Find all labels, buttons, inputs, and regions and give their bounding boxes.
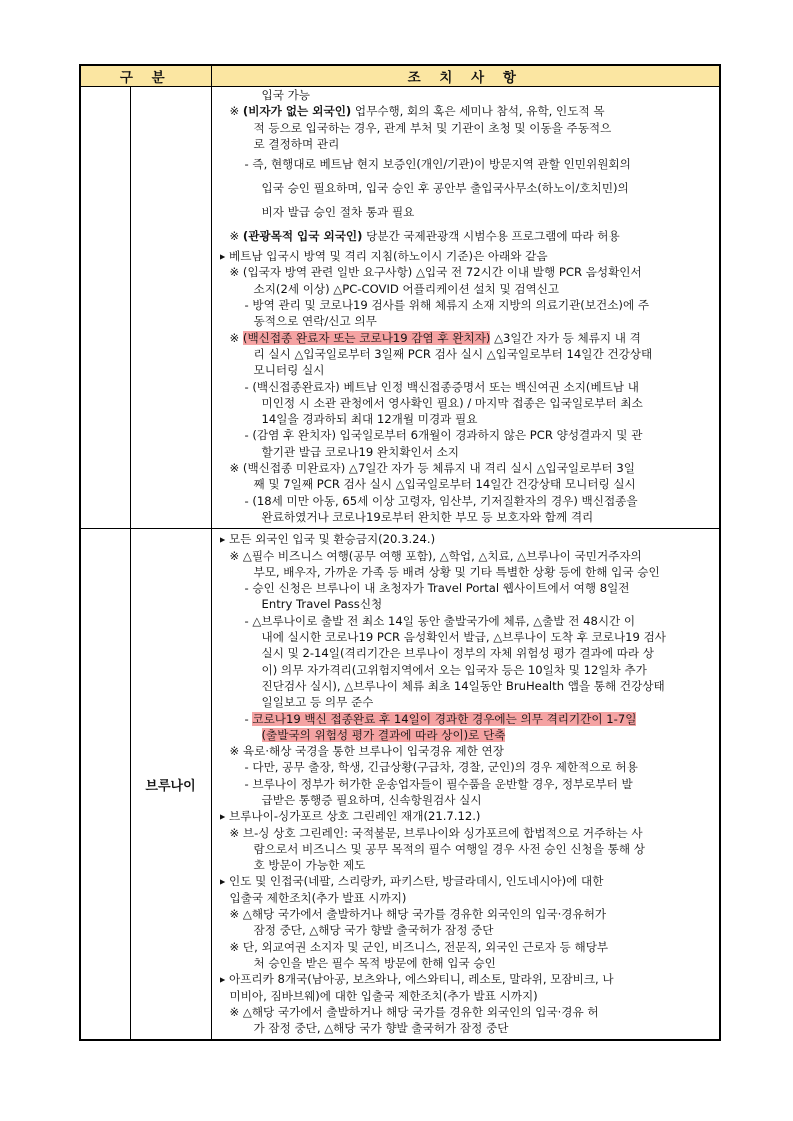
text-line: 할기관 발급 코로나19 완치확인서 소지 bbox=[261, 444, 460, 459]
text-line: ※ (백신접종 미완료자) △7일간 자가 등 체류지 내 격리 실시 △입국일로부터 3일 bbox=[229, 461, 635, 476]
highlighted-text: 코로나19 백신 접종완료 후 14일이 경과한 경우에는 의무 격리기간이 1-7일 bbox=[252, 711, 637, 726]
text-line: 소지(2세 이상) △PC-COVID 어플리케이션 설치 및 검역신고 bbox=[253, 281, 560, 296]
highlighted-text: (출발국의 위험성 평가 결과에 따라 상이)로 단축 bbox=[261, 727, 506, 742]
text-line: 내에 실시한 코로나19 PCR 음성확인서 발급, △브루나이 도착 후 코로나19 검사 bbox=[261, 630, 667, 645]
text-line: 적 등으로 입국하는 경우, 관계 부처 및 기관이 초청 및 이동을 주동적으 bbox=[253, 120, 612, 135]
text-fragment: ※ bbox=[229, 330, 243, 345]
text-line: ▸ 베트남 입국시 방역 및 격리 지침(하노이시 기준)은 아래와 같음 bbox=[219, 249, 548, 264]
text-line: - 브루나이 정부가 허가한 운송업자들이 필수품을 운반할 경우, 정부로부터 발 bbox=[244, 776, 633, 791]
text-line: 호 방문이 가능한 제도 bbox=[253, 858, 366, 873]
text-line: 진단검사 실시), △브루나이 체류 최초 14일동안 BruHealth 앱을 통해 건강상태 bbox=[261, 678, 665, 693]
text-line: ※ △필수 비즈니스 여행(공무 여행 포함), △학업, △치료, △브루나이 국민거주자의 bbox=[229, 548, 642, 563]
measures-table bbox=[79, 64, 721, 1041]
text-line: - (감염 후 완치자) 입국일로부터 6개월이 경과하지 않은 PCR 양성결과지 및 관 bbox=[244, 428, 643, 443]
text-line: - 즉, 현행대로 베트남 현지 보증인(개인/기관)이 방문지역 관할 인민위원회의 bbox=[244, 157, 631, 172]
text-line bbox=[220, 727, 714, 743]
table-header-row bbox=[80, 65, 720, 87]
text-line: - 다만, 공무 출장, 학생, 긴급상황(구급차, 경찰, 군인)의 경우 제한적으로 허용 bbox=[244, 760, 638, 775]
text-line bbox=[220, 711, 714, 727]
header-category: 구 분 bbox=[80, 65, 211, 87]
text-line: - (18세 미만 아동, 65세 이상 고령자, 임산부, 기저질환자의 경우) 백신접종을 bbox=[244, 493, 638, 508]
text-line: - 방역 관리 및 코로나19 검사를 위해 체류지 소재 지방의 의료기관(보건소)에 주 bbox=[244, 298, 650, 313]
text-line: ※ (비자가 없는 외국인) 업무수행, 회의 혹은 세미나 참석, 유학, 인도적 목 bbox=[229, 104, 605, 119]
text-line: 동적으로 연락/신고 의무 bbox=[253, 314, 377, 329]
text-line: 로 결정하며 관리 bbox=[253, 136, 340, 151]
text-line: 비자 발급 승인 절차 통과 필요 bbox=[261, 205, 415, 220]
text-line: 입국 승인 필요하며, 입국 승인 후 공안부 출입국사무소(하노이/호치민)의 bbox=[261, 181, 629, 196]
country-label-brunei: 브루나이 bbox=[130, 529, 211, 1041]
text-line: ※ (입국자 방역 관련 일반 요구사항) △입국 전 72시간 이내 발행 PCR 음성확인서 bbox=[229, 265, 642, 280]
text-line: - (백신접종완료자) 베트남 인정 백신접종증명서 또는 백신여권 소지(베트남 내 bbox=[244, 379, 639, 394]
text-line: ※ 육로·해상 국경을 통한 브루나이 입국경유 제한 연장 bbox=[229, 744, 504, 759]
text-line: Entry Travel Pass신청 bbox=[261, 597, 383, 612]
text-line: 급받은 통행증 필요하며, 신속항원검사 실시 bbox=[261, 792, 482, 807]
text-line: - 승인 신청은 브루나이 내 초청자가 Travel Portal 웹사이트에서 여행 8일전 bbox=[244, 581, 630, 596]
text-line: 입출국 제한조치(추가 발표 시까지) bbox=[229, 890, 407, 905]
text-line: ※ (관광목적 입국 외국인) 당분간 국제관광객 시범수용 프로그램에 따라 허용 bbox=[229, 229, 620, 244]
text-line: 처 승인을 받은 필수 목적 방문에 한해 입국 승인 bbox=[253, 955, 496, 970]
text-line: 모니터링 실시 bbox=[253, 363, 325, 378]
bold-label: (비자가 없는 외국인) bbox=[242, 104, 352, 119]
text-line: 잠정 중단, △해당 국가 향발 출국허가 잠정 중단 bbox=[253, 923, 494, 938]
empty-cell bbox=[80, 87, 130, 529]
text-line: ▸ 브루나이-싱가포르 상호 그린레인 재개(21.7.12.) bbox=[219, 809, 481, 824]
text-line: 완료하였거나 코로나19로부터 완치한 부모 등 보호자와 함께 격리 bbox=[261, 509, 594, 524]
text-line: ▸ 인도 및 인접국(네팔, 스리랑카, 파키스탄, 방글라데시, 인도네시아)에 대한 bbox=[219, 874, 604, 889]
text-line bbox=[220, 330, 714, 346]
bold-label: (관광목적 입국 외국인) bbox=[242, 229, 363, 244]
vietnam-measures-cell bbox=[211, 87, 720, 529]
text-line: 람으로서 비즈니스 및 공무 목적의 필수 여행일 경우 사전 승인 신청을 통해 상 bbox=[253, 841, 645, 856]
table-row-brunei bbox=[80, 529, 720, 1041]
text-line: 가 잠정 중단, △해당 국가 향발 출국허가 잠정 중단 bbox=[253, 1021, 509, 1036]
table-row-vietnam bbox=[80, 87, 720, 529]
text-line: ※ △해당 국가에서 출발하거나 해당 국가를 경유한 외국인의 입국·경유 허 bbox=[229, 1004, 599, 1019]
text-line: ▸ 아프리카 8개국(남아공, 보츠와나, 에스와티니, 레소토, 말라위, 모잠비크, 나 bbox=[219, 972, 614, 987]
text-line: ▸ 모든 외국인 입국 및 환승금지(20.3.24.) bbox=[219, 532, 436, 547]
text-line: 미인정 시 소관 관청에서 영사확인 필요) / 마지막 접종은 입국일로부터 최소 bbox=[261, 395, 643, 410]
text-line: 입국 가능 bbox=[261, 88, 310, 102]
header-measures: 조 치 사 항 bbox=[211, 65, 720, 87]
text-line: ※ 브-싱 상호 그린레인: 국적불문, 브루나이와 싱가포르에 합법적으로 거주하는 사 bbox=[229, 825, 643, 840]
empty-country-cell bbox=[130, 87, 211, 529]
text-line: 리 실시 △입국일로부터 3일째 PCR 검사 실시 △입국일로부터 14일간 건강상태 bbox=[253, 346, 653, 361]
text-line: 째 및 7일째 PCR 검사 실시 △입국일로부터 14일간 건강상태 모니터링 실시 bbox=[253, 477, 636, 492]
text-line: 부모, 배우자, 가까운 가족 등 배려 상황 및 기타 특별한 상황 등에 한해 입국 승인 bbox=[253, 564, 660, 579]
text-line: 이) 의무 자가격리(고위험지역에서 오는 입국자 등은 10일차 및 12일차 추가 bbox=[261, 662, 647, 677]
text-line: 실시 및 2-14일(격리기간은 브루나이 정부의 자체 위험성 평가 결과에 따라 상 bbox=[261, 646, 654, 661]
text-line: 14일을 경과하되 최대 12개월 미경과 필요 bbox=[261, 412, 478, 427]
text-fragment: - bbox=[244, 711, 253, 726]
text-line: - △브루나이로 출발 전 최소 14일 동안 출발국가에 체류, △출발 전 48시간 이 bbox=[244, 613, 636, 628]
text-line: ※ 단, 외교여권 소지자 및 군인, 비즈니스, 전문직, 외국인 근로자 등 해당부 bbox=[229, 939, 609, 954]
brunei-measures-cell bbox=[211, 529, 720, 1041]
text-fragment: △3일간 자가 등 체류지 내 격 bbox=[490, 330, 641, 345]
text-line: 미비아, 짐바브웨)에 대한 입출국 제한조치(추가 발표 시까지) bbox=[229, 988, 538, 1003]
text-line: 일일보고 등 의무 준수 bbox=[261, 695, 374, 710]
text-line: ※ △해당 국가에서 출발하거나 해당 국가를 경유한 외국인의 입국·경유허가 bbox=[229, 907, 607, 922]
empty-cell bbox=[80, 529, 130, 1041]
highlighted-text: (백신접종 완료자 또는 코로나19 감염 후 완치자) bbox=[242, 330, 491, 345]
